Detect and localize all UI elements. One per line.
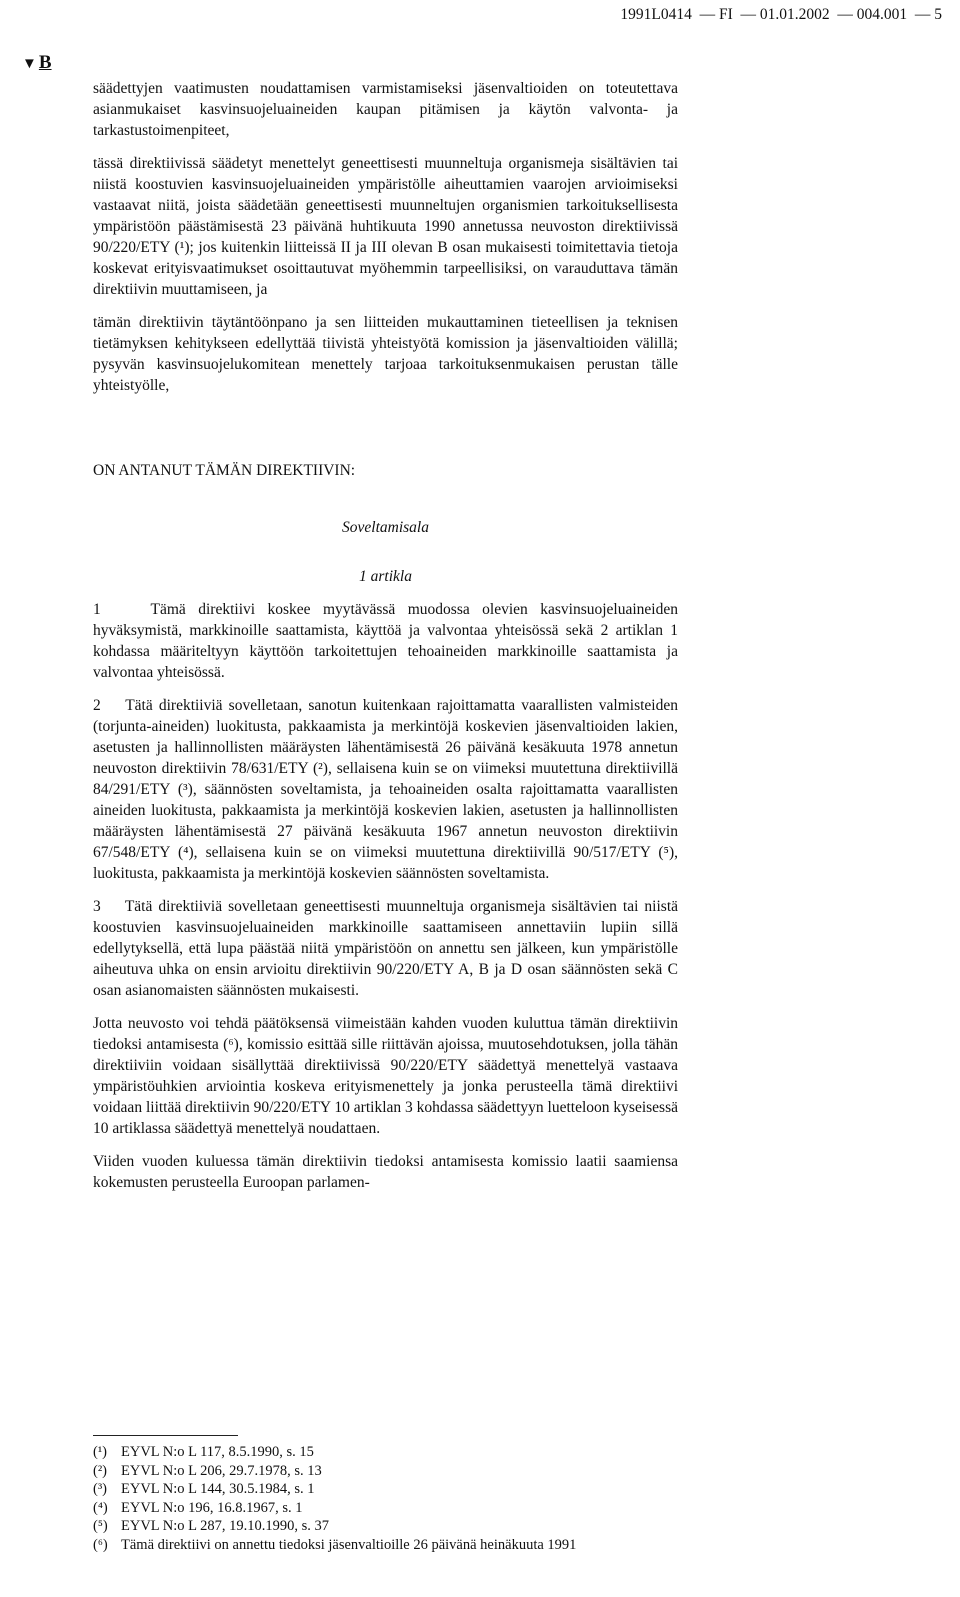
triangle-marker-icon: ▼ — [22, 56, 37, 72]
footnote — [93, 1536, 678, 1555]
footnote-number: (¹) — [93, 1444, 108, 1460]
footnote — [93, 1517, 678, 1536]
recital-paragraph: säädettyjen vaatimusten noudattamisen varmistamiseksi jäsenvaltioiden on toteutettava asianmukaiset kasvinsuojeluaineiden kaupan pitämisen ja käytön valvonta- ja tarkastustoimenpiteet, — [93, 80, 678, 139]
article-title: 1 artikla — [359, 568, 412, 585]
footnote-text: EYVL N:o L 144, 30.5.1984, s. 1 — [121, 1481, 315, 1497]
enacting-formula: ON ANTANUT TÄMÄN DIREKTIIVIN: — [93, 462, 356, 479]
page-header: 1991L0414 — FI — 01.01.2002 — 004.001 — 5 — [620, 6, 942, 23]
paragraph-number: 1 — [93, 601, 101, 618]
closing-paragraph: Viiden vuoden kuluessa tämän direktiivin tiedoksi antamisesta komissio laatii saamiensa kokemusten perusteella Euroopan parlamen- — [93, 1153, 678, 1191]
recital-paragraph: tässä direktiivissä säädetyt menettelyt geneettisesti muunneltuja organismeja sisältävien tai niistä koostuvien kasvinsuojeluaineiden ympäristölle aiheuttamien vaarojen arvioimiseksi vastaavat niitä, joista säädetään geneettisesti muunneltujen organismien tarkoituksellisesta ympäristöön päästämisestä 23 päivänä huhtikuuta 1990 annetussa neuvoston direktiivissä 90/220/ETY (¹); jos kuitenkin liitteissä II ja III olevan B osan mukaisesti toimitettavia tietoja koskevat erityisvaatimukset osoittautuvat myöhemmin tarpeellisiksi, on varauduttava tämän direktiivin muuttamiseen, ja — [93, 155, 678, 298]
footnote-number: (⁶) — [93, 1536, 108, 1553]
paragraph-number: 2 — [93, 697, 101, 714]
article-paragraph — [93, 896, 678, 1001]
paragraph-number: 3 — [93, 898, 101, 915]
recital-paragraph: tämän direktiivin täytäntöönpano ja sen liitteiden mukauttaminen tieteellisen ja teknisen tietämyksen kehitykseen edellyttää tiivistä yhteistyötä komission ja jäsenvaltioiden välillä; pysyvän kasvinsuojelukomitean menettely tarjoaa tarkoituksenmukaisen perustan tälle yhteistyölle, — [93, 314, 678, 394]
article-paragraph — [93, 695, 678, 884]
footnote-text: EYVL N:o L 287, 19.10.1990, s. 37 — [121, 1518, 329, 1534]
page-number: 5 — [934, 6, 942, 23]
amendment-marker — [22, 52, 52, 74]
footnote-text: EYVL N:o L 117, 8.5.1990, s. 15 — [121, 1444, 314, 1460]
footnotes — [93, 1443, 678, 1554]
footnote-number: (⁵) — [93, 1518, 108, 1534]
doc-date: 01.01.2002 — [759, 6, 830, 23]
paragraph-text: Tätä direktiiviä sovelletaan geneettisesti muunneltuja organismeja sisältävien tai niistä koostuvien kasvinsuojeluaineiden markkinoille saattamiseen annettaviin lupiin sillä edellytyksellä, että lupa päästää niitä ympäristöön on annettu sen jälkeen, kun ympäristölle aiheutuva uhka on ensin arvioitu direktiivin 90/220/ETY A, B ja D osan säännösten sekä C osan asianomaisten säännösten mukaisesti. — [93, 898, 679, 999]
footnote-number: (³) — [93, 1481, 108, 1497]
doc-id: 1991L0414 — [620, 6, 692, 23]
document-body — [93, 78, 678, 1193]
closing-paragraph: Jotta neuvosto voi tehdä päätöksensä viimeistään kahden vuoden kuluttua tämän direktiivin tiedoksi antamisesta (⁶), komissio esittää sille riittävän ajoissa, muutosehdotuksen, jolla tähän direktiiviin voidaan sisällyttää direktiivissä 90/220/ETY säädettyä menettelyä vastaava ympäristöuhkien arviointia koskeva erityismenettely ja jonka perusteella tämä direktiivi voidaan liittää direktiivin 90/220/ETY 10 artiklan 3 kohdassa säädettyyn luetteloon kyseisessä 10 artiklassa säädettyä menettelyä noudattaen. — [93, 1015, 678, 1137]
footnote — [93, 1443, 678, 1462]
footnote-divider — [93, 1435, 238, 1436]
footnote — [93, 1462, 678, 1481]
paragraph-text: Tämä direktiivi koskee myytävässä muodossa olevien kasvinsuojeluaineiden hyväksymistä, markkinoille saattamista, käyttöä ja valvontaa yhteisössä sekä 2 artiklan 1 kohdassa määriteltyyn käyttöön tarkoitettujen tehoaineiden markkinoille saattamista ja valvontaa yhteisössä. — [93, 601, 678, 681]
paragraph-text: Tätä direktiiviä sovelletaan, sanotun kuitenkaan rajoittamatta vaarallisten valmisteiden (torjunta-aineiden) luokitusta, pakkaamista ja merkintöjä koskevien jäsenvaltioiden lakien, asetusten ja hallinnollisten määräysten lähentämisestä 26 päivänä kesäkuuta 1978 annetun neuvoston direktiivin 78/631/ETY (²), sellaisena kuin se on viimeksi muutettuna direktiivillä 84/291/ETY (³), säännösten soveltamista, ja tehoaineiden osalta rajoittamatta vaarallisten aineiden luokitusta, pakkaamista ja merkintöjä koskevien lakien, asetusten ja hallinnollisten määräysten lähentämisestä 27 päivänä kesäkuuta 1967 annetun neuvoston direktiivin 67/548/ETY (⁴), sellaisena kuin se on viimeksi muutettuna direktiivillä 90/517/ETY (⁵), luokitusta, pakkaamista ja merkintöjä koskevien säännösten soveltamista. — [93, 697, 678, 882]
footnote-number: (²) — [93, 1462, 108, 1479]
doc-version: 004.001 — [856, 6, 908, 23]
footnote — [93, 1480, 678, 1499]
section-title: Soveltamisala — [342, 519, 429, 536]
footnote-text: Tämä direktiivi on annettu tiedoksi jäsenvaltioille 26 päivänä heinäkuuta 1991 — [121, 1536, 577, 1553]
article-paragraph — [93, 599, 678, 683]
footnote-text: EYVL N:o L 206, 29.7.1978, s. 13 — [121, 1462, 322, 1479]
doc-lang: FI — [718, 6, 733, 23]
marker-label: B — [38, 52, 52, 73]
footnote-number: (⁴) — [93, 1499, 108, 1516]
footnote — [93, 1499, 678, 1518]
footnote-text: EYVL N:o 196, 16.8.1967, s. 1 — [121, 1499, 303, 1516]
